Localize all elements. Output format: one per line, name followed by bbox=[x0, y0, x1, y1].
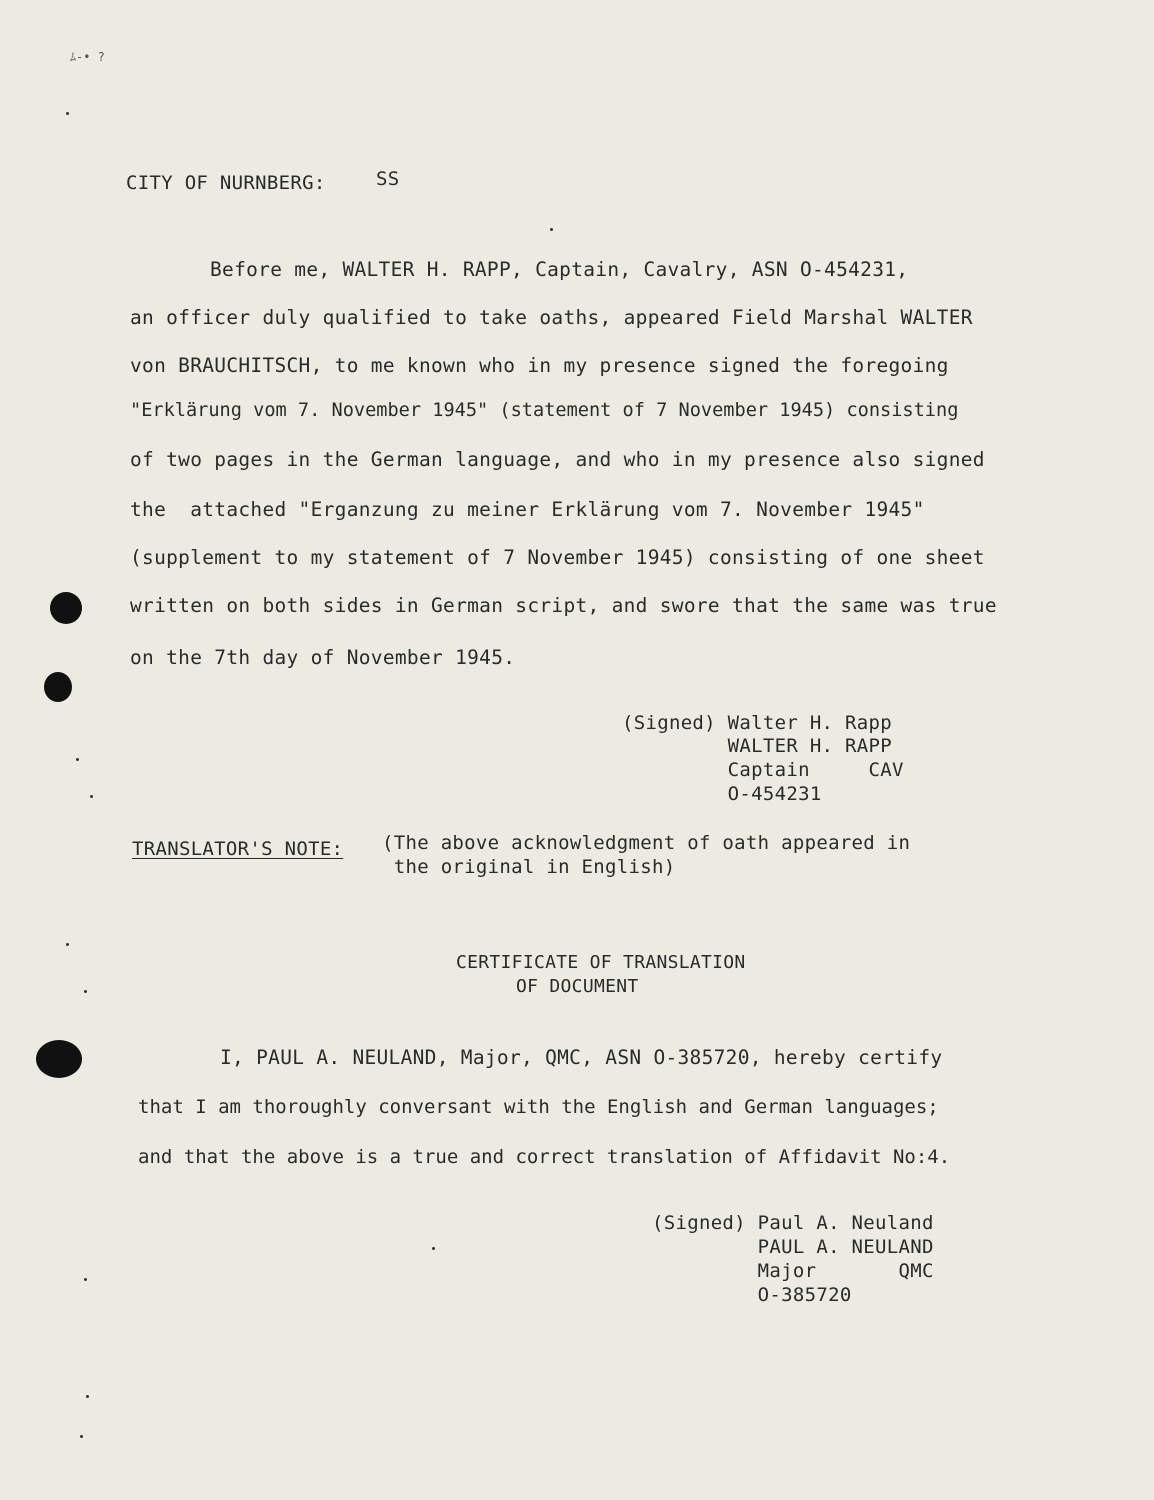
city-heading: CITY OF NURNBERG: bbox=[126, 172, 326, 194]
speck bbox=[66, 943, 69, 946]
affidavit-line-6: the attached "Erganzung zu meiner Erklärung vom 7. November 1945" bbox=[130, 498, 925, 521]
signature-1-line-3: Captain CAV bbox=[622, 759, 904, 781]
speck bbox=[432, 1247, 435, 1250]
certificate-line-1: I, PAUL A. NEULAND, Major, QMC, ASN O-385720, hereby certify bbox=[220, 1046, 943, 1069]
corner-mark: ﾑ-• ? bbox=[70, 50, 105, 64]
punch-hole-middle bbox=[44, 672, 72, 702]
signature-1-line-4: O-454231 bbox=[622, 783, 822, 805]
certificate-line-3: and that the above is a true and correct translation of Affidavit No:4. bbox=[138, 1146, 951, 1168]
affidavit-line-2: an officer duly qualified to take oaths, appeared Field Marshal WALTER bbox=[130, 306, 973, 329]
signature-2-line-1: (Signed) Paul A. Neuland bbox=[652, 1212, 934, 1234]
certificate-title-1: CERTIFICATE OF TRANSLATION bbox=[456, 952, 746, 973]
affidavit-line-5: of two pages in the German language, and who in my presence also signed bbox=[130, 448, 985, 471]
signature-2-line-4: O-385720 bbox=[652, 1284, 852, 1306]
speck bbox=[86, 1395, 89, 1398]
translators-note-line-1: (The above acknowledgment of oath appeared in bbox=[382, 832, 911, 854]
speck bbox=[66, 112, 69, 115]
speck bbox=[84, 990, 87, 993]
translators-note-line-2: the original in English) bbox=[382, 856, 676, 878]
punch-hole-top bbox=[50, 592, 82, 624]
signature-2-line-3: Major QMC bbox=[652, 1260, 934, 1282]
certificate-title-2: OF DOCUMENT bbox=[516, 976, 639, 997]
speck bbox=[76, 758, 79, 761]
speck bbox=[90, 795, 93, 798]
affidavit-line-4: "Erklärung vom 7. November 1945" (statement of 7 November 1945) consisting bbox=[130, 400, 959, 421]
translators-note-label: TRANSLATOR'S NOTE: bbox=[132, 838, 344, 860]
speck bbox=[84, 1278, 87, 1281]
signature-2-line-2: PAUL A. NEULAND bbox=[652, 1236, 934, 1258]
speck bbox=[80, 1435, 83, 1438]
signature-1-line-1: (Signed) Walter H. Rapp bbox=[622, 712, 892, 734]
speck bbox=[550, 228, 553, 231]
affidavit-line-3: von BRAUCHITSCH, to me known who in my presence signed the foregoing bbox=[130, 354, 949, 377]
ss-heading: SS bbox=[376, 168, 400, 190]
affidavit-line-8: written on both sides in German script, and swore that the same was true bbox=[130, 594, 997, 617]
affidavit-line-9: on the 7th day of November 1945. bbox=[130, 646, 516, 669]
signature-1-line-2: WALTER H. RAPP bbox=[622, 735, 892, 757]
certificate-line-2: that I am thoroughly conversant with the English and German languages; bbox=[138, 1096, 939, 1118]
affidavit-line-1: Before me, WALTER H. RAPP, Captain, Cavalry, ASN O-454231, bbox=[210, 258, 909, 281]
punch-hole-bottom bbox=[36, 1040, 82, 1078]
affidavit-line-7: (supplement to my statement of 7 November 1945) consisting of one sheet bbox=[130, 546, 985, 569]
